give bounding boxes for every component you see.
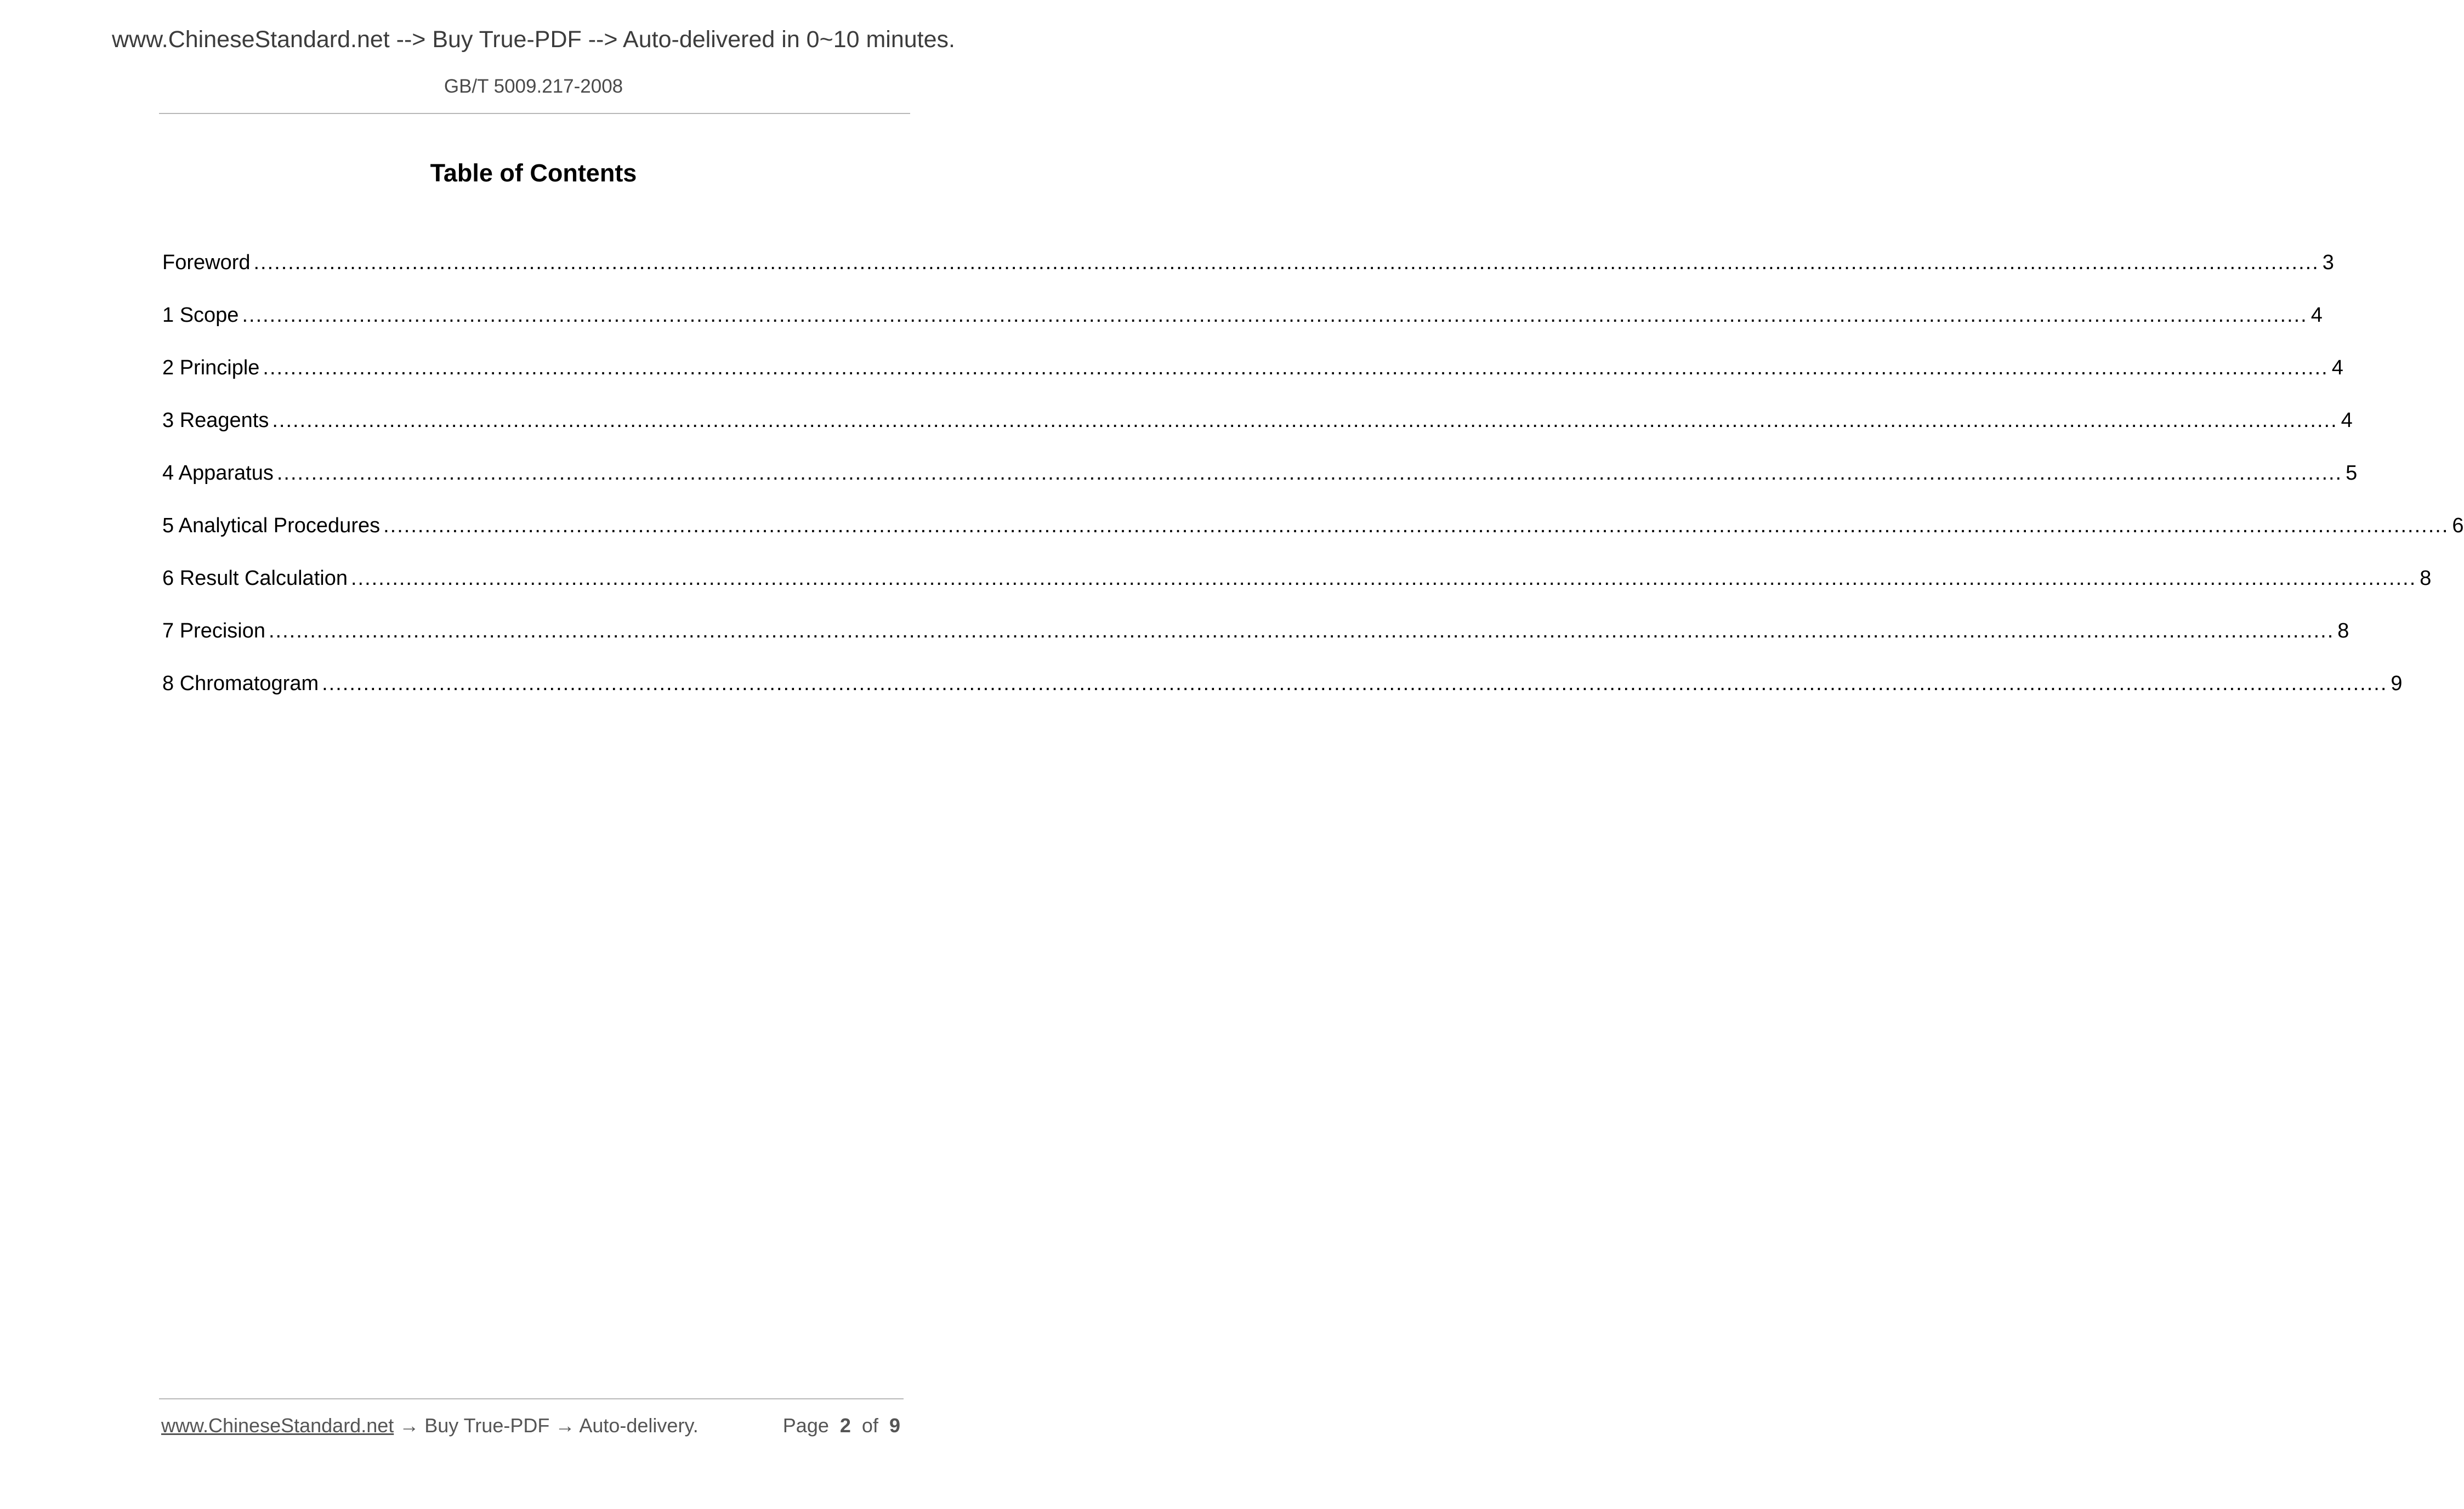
toc-entry-label: 7 Precision [162, 619, 265, 642]
page-label: Page [782, 1414, 829, 1437]
total-pages-number: 9 [889, 1414, 900, 1437]
toc-entry-label: Foreword [162, 251, 251, 274]
page-of-label: of [861, 1414, 878, 1437]
toc-dot-leader: ............................................................................................................................................................................................................................................................................................................ [322, 672, 2388, 695]
toc-dot-leader: ............................................................................................................................................................................................................................................................................................................ [272, 409, 2338, 432]
toc-entry-page: 9 [2391, 672, 2403, 695]
toc-entry-label: 5 Analytical Procedures [162, 514, 381, 537]
header-divider [159, 113, 910, 114]
toc-dot-leader: ............................................................................................................................................................................................................................................................................................................ [276, 462, 2343, 485]
document-code: GB/T 5009.217-2008 [444, 76, 623, 97]
toc-entry-precision[interactable] [162, 618, 2349, 670]
toc-dot-leader: ............................................................................................................................................................................................................................................................................................................ [253, 251, 2319, 274]
toc-dot-leader: ............................................................................................................................................................................................................................................................................................................ [242, 304, 2308, 327]
page-indicator [783, 1414, 900, 1437]
toc-entry-page: 3 [2322, 251, 2334, 274]
toc-title: Table of Contents [430, 159, 637, 187]
site-banner: www.ChineseStandard.net --> Buy True-PDF --> Auto-delivered in 0~10 minutes. [111, 26, 955, 53]
toc-dot-leader: ............................................................................................................................................................................................................................................................................................................ [350, 567, 2417, 590]
toc-dot-leader: ............................................................................................................................................................................................................................................................................................................ [383, 514, 2449, 537]
toc-entry-label: 8 Chromatogram [162, 672, 319, 695]
toc-entry-foreword[interactable] [162, 249, 2334, 302]
toc-entry-result-calculation[interactable] [162, 565, 2432, 618]
toc-entry-page: 4 [2331, 356, 2343, 379]
toc-entry-reagents[interactable] [162, 407, 2353, 460]
toc-dot-leader: ............................................................................................................................................................................................................................................................................................................ [268, 619, 2335, 642]
toc-entry-page: 5 [2346, 462, 2358, 485]
toc-entry-principle[interactable] [162, 355, 2343, 407]
footer-divider [159, 1398, 904, 1399]
toc-entry-page: 8 [2337, 619, 2349, 642]
current-page-number: 2 [839, 1414, 851, 1437]
toc-entry-label: 4 Apparatus [162, 462, 274, 485]
table-of-contents [162, 249, 2464, 723]
toc-entry-label: 1 Scope [162, 304, 239, 327]
toc-entry-label: 3 Reagents [162, 409, 269, 432]
toc-entry-page: 4 [2341, 409, 2353, 432]
toc-entry-label: 6 Result Calculation [162, 567, 348, 590]
toc-entry-page: 6 [2452, 514, 2464, 537]
toc-dot-leader: ............................................................................................................................................................................................................................................................................................................ [263, 356, 2329, 379]
toc-entry-analytical-procedures[interactable] [162, 513, 2464, 565]
toc-entry-apparatus[interactable] [162, 460, 2358, 513]
toc-entry-chromatogram[interactable] [162, 670, 2403, 723]
toc-entry-label: 2 Principle [162, 356, 260, 379]
toc-entry-page: 4 [2310, 304, 2323, 327]
footer-tagline-text: → Buy True-PDF → Auto-delivery. [399, 1414, 699, 1437]
toc-entry-scope[interactable] [162, 302, 2323, 355]
footer-tagline [161, 1414, 699, 1437]
site-link[interactable]: www.ChineseStandard.net [161, 1414, 394, 1437]
toc-entry-page: 8 [2420, 567, 2432, 590]
